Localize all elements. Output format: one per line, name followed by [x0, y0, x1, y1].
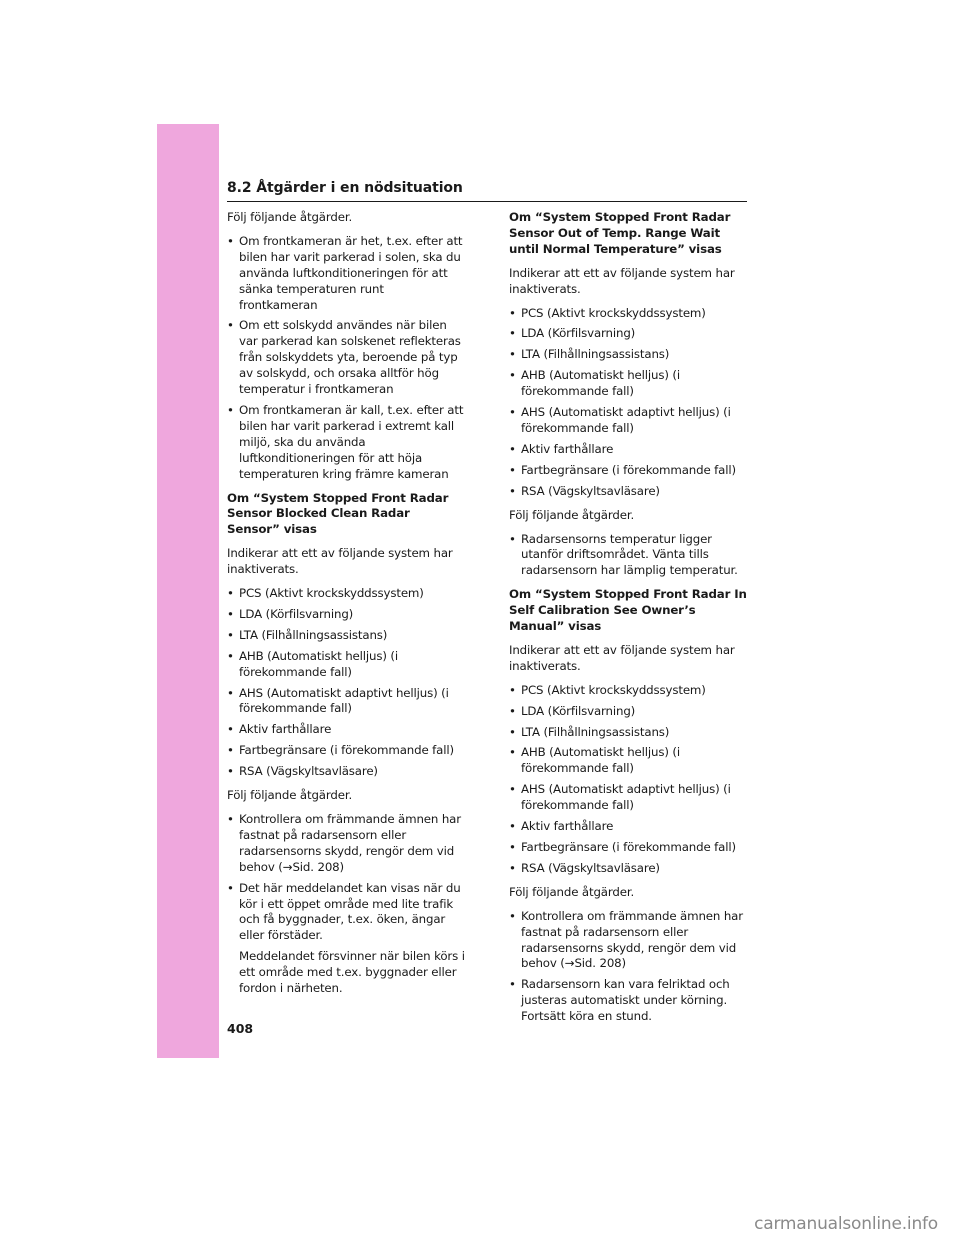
list-item-text: Om frontkameran är kall, t.ex. efter att bilen har varit parkerad i extremt kall miljö, ska du använda luftkonditioneringen för att höja temperaturen kring främre kameran: [239, 402, 464, 481]
list-item-text: AHB (Automatiskt helljus) (i förekommande fall): [239, 648, 398, 679]
list-item: • Om ett solskydd användes när bilen var parkerad kan solskenet reflekteras från solskyddets yta, beroende på typ av solskydd, och orsaka alltför hög temperatur i frontkameran: [227, 318, 461, 397]
left-column: [227, 210, 465, 1002]
list-item-text: RSA (Vägskyltsavläsare): [239, 764, 378, 779]
section-title: 8.2 Åtgärder i en nödsituation: [227, 180, 463, 196]
list-item: • AHB (Automatiskt helljus) (i förekommande fall): [227, 648, 398, 679]
list-item: • RSA (Vägskyltsavläsare): [227, 764, 378, 779]
inactivated-text: Indikerar att ett av följande system har inaktiverats.: [509, 642, 735, 673]
message-heading: Om “System Stopped Front Radar Sensor Blocked Clean Radar Sensor” visas: [227, 490, 449, 537]
chapter-tab-sidebar: [157, 124, 219, 1058]
list-item: • PCS (Aktivt krockskyddssystem): [509, 305, 706, 320]
follow-text: Följ följande åtgärder.: [227, 788, 353, 803]
list-item-text: Det här meddelandet kan visas när du kör i ett öppet område med lite trafik och få byggnader, t.ex. öken, ängar eller förstäder.: [239, 880, 461, 943]
list-item-text: Radarsensorns temperatur ligger utanför driftsområdet. Vänta tills radarsensorn har lämplig temperatur.: [521, 531, 738, 578]
note-text: Meddelandet försvinner när bilen körs i ett område med t.ex. byggnader eller fordon i närheten.: [239, 949, 465, 996]
list-item-text: LTA (Filhållningsassistans): [521, 347, 670, 362]
list-item: • LTA (Filhållningsassistans): [509, 347, 670, 362]
list-item-text: PCS (Aktivt krockskyddssystem): [521, 682, 706, 697]
watermark: carmanualsonline.info: [754, 1214, 938, 1234]
list-item: • AHB (Automatiskt helljus) (i förekommande fall): [509, 745, 680, 776]
list-item-text: LTA (Filhållningsassistans): [521, 724, 670, 739]
list-item: • AHS (Automatiskt adaptivt helljus) (i förekommande fall): [509, 782, 731, 813]
list-item-text: PCS (Aktivt krockskyddssystem): [521, 305, 706, 320]
list-item: • Radarsensorn kan vara felriktad och justeras automatiskt under körning. Fortsätt köra en stund.: [509, 977, 730, 1024]
list-item: • RSA (Vägskyltsavläsare): [509, 860, 660, 875]
list-item-text: LDA (Körfilsvarning): [521, 326, 636, 341]
list-item-text: Fartbegränsare (i förekommande fall): [521, 840, 736, 854]
list-item-text: AHB (Automatiskt helljus) (i förekommande fall): [521, 368, 680, 399]
list-item-text: Aktiv farthållare: [521, 819, 614, 834]
inactivated-text: Indikerar att ett av följande system har inaktiverats.: [509, 265, 735, 296]
section-header: [227, 178, 747, 202]
list-item-text: Kontrollera om främmande ämnen har fastnat på radarsensorn eller radarsensorns skydd, rengör dem vid behov (→Sid. 208): [239, 812, 461, 874]
list-item: • Fartbegränsare (i förekommande fall): [509, 840, 736, 854]
list-item-text: Om ett solskydd användes när bilen var parkerad kan solskenet reflekteras från solskyddets yta, beroende på typ av solskydd, och orsaka alltför hög temperatur i frontkameran: [239, 318, 461, 397]
list-item: • LTA (Filhållningsassistans): [509, 724, 670, 739]
list-item: • Radarsensorns temperatur ligger utanför driftsområdet. Vänta tills radarsensorn har lämplig temperatur.: [509, 531, 738, 578]
list-item: • Aktiv farthållare: [509, 441, 614, 456]
list-item-text: Kontrollera om främmande ämnen har fastnat på radarsensorn eller radarsensorns skydd, rengör dem vid behov (→Sid. 208): [521, 908, 743, 971]
list-item: • PCS (Aktivt krockskyddssystem): [509, 682, 706, 697]
list-item-text: Radarsensorn kan vara felriktad och justeras automatiskt under körning. Fortsätt köra en stund.: [521, 977, 730, 1024]
list-item: • PCS (Aktivt krockskyddssystem): [227, 586, 424, 601]
list-item: • Aktiv farthållare: [227, 722, 332, 737]
list-item-text: RSA (Vägskyltsavläsare): [521, 860, 660, 875]
list-item-text: AHB (Automatiskt helljus) (i förekommande fall): [521, 745, 680, 776]
follow-text: Följ följande åtgärder.: [509, 884, 635, 899]
list-item: • Om frontkameran är kall, t.ex. efter att bilen har varit parkerad i extremt kall miljö, ska du använda luftkonditioneringen för att höja temperaturen kring främre kameran: [227, 402, 464, 481]
list-item: • Det här meddelandet kan visas när du kör i ett öppet område med lite trafik och få byggnader, t.ex. öken, ängar eller förstäder.: [227, 880, 461, 943]
list-item: • Fartbegränsare (i förekommande fall): [509, 462, 736, 477]
list-item-text: LDA (Körfilsvarning): [521, 703, 636, 718]
list-item: • RSA (Vägskyltsavläsare): [509, 483, 660, 498]
page-number: 408: [227, 1021, 254, 1036]
list-item-text: Fartbegränsare (i förekommande fall): [521, 462, 736, 477]
follow-text: Följ följande åtgärder.: [509, 507, 635, 522]
list-item: • Fartbegränsare (i förekommande fall): [227, 743, 454, 758]
list-item-text: Aktiv farthållare: [239, 722, 332, 737]
list-item-text: RSA (Vägskyltsavläsare): [521, 483, 660, 498]
list-item: • AHB (Automatiskt helljus) (i förekommande fall): [509, 368, 680, 399]
list-item: • LTA (Filhållningsassistans): [227, 627, 388, 642]
list-item-text: Fartbegränsare (i förekommande fall): [239, 743, 454, 758]
list-item: • LDA (Körfilsvarning): [227, 606, 354, 621]
list-item: • Om frontkameran är het, t.ex. efter att bilen har varit parkerad i solen, ska du använda luftkonditioneringen för att sänka temperaturen runt frontkameran: [227, 233, 463, 312]
list-item: • LDA (Körfilsvarning): [509, 703, 636, 718]
list-item-text: AHS (Automatiskt adaptivt helljus) (i förekommande fall): [521, 782, 731, 813]
right-column: [509, 210, 747, 1030]
inactivated-text: Indikerar att ett av följande system har inaktiverats.: [227, 546, 453, 577]
list-item-text: AHS (Automatiskt adaptivt helljus) (i förekommande fall): [239, 685, 449, 716]
list-item: • LDA (Körfilsvarning): [509, 326, 636, 341]
list-item: • Kontrollera om främmande ämnen har fastnat på radarsensorn eller radarsensorns skydd, rengör dem vid behov (→Sid. 208): [509, 908, 743, 971]
intro-text: Följ följande åtgärder.: [227, 210, 353, 224]
list-item: • Kontrollera om främmande ämnen har fastnat på radarsensorn eller radarsensorns skydd, rengör dem vid behov (→Sid. 208): [227, 812, 461, 874]
message-heading: Om “System Stopped Front Radar Sensor Out of Temp. Range Wait until Normal Temperature” visas: [509, 210, 731, 256]
list-item-text: AHS (Automatiskt adaptivt helljus) (i förekommande fall): [521, 405, 731, 435]
list-item: • AHS (Automatiskt adaptivt helljus) (i förekommande fall): [227, 685, 449, 716]
list-item-text: LDA (Körfilsvarning): [239, 606, 354, 621]
list-item: • AHS (Automatiskt adaptivt helljus) (i förekommande fall): [509, 405, 731, 435]
list-item-text: PCS (Aktivt krockskyddssystem): [239, 586, 424, 601]
list-item: • Aktiv farthållare: [509, 819, 614, 834]
header-divider: [227, 201, 747, 202]
list-item-text: Aktiv farthållare: [521, 441, 614, 456]
list-item-text: Om frontkameran är het, t.ex. efter att bilen har varit parkerad i solen, ska du använda luftkonditioneringen för att sänka temperaturen runt frontkameran: [239, 233, 463, 312]
list-item-text: LTA (Filhållningsassistans): [239, 627, 388, 642]
message-heading: Om “System Stopped Front Radar In Self Calibration See Owner’s Manual” visas: [509, 587, 747, 634]
